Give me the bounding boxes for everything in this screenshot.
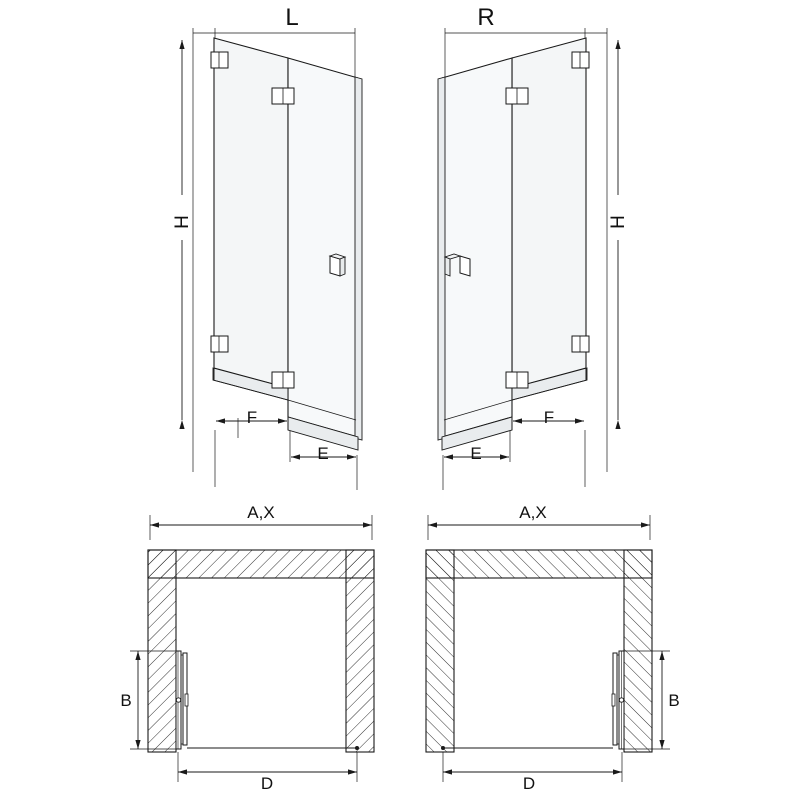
plan-left-walls bbox=[148, 550, 374, 752]
dimension-label-D-left: D bbox=[260, 774, 274, 793]
dimension-AX-right bbox=[428, 503, 650, 540]
elevation-left-view bbox=[172, 4, 362, 490]
dimension-label-E-left: E bbox=[317, 444, 329, 463]
elevation-left-handle bbox=[330, 254, 345, 276]
dimension-D-right bbox=[443, 752, 622, 793]
dimension-D-left bbox=[178, 752, 357, 793]
view-title-right: R bbox=[477, 4, 495, 31]
dimension-F-left bbox=[216, 408, 287, 427]
dimension-label-AX-left: A,X bbox=[247, 503, 275, 522]
dimension-F-right bbox=[513, 408, 584, 427]
dimension-label-F-left: F bbox=[246, 408, 258, 427]
plan-right-door-leaf bbox=[612, 651, 624, 749]
dimension-label-H-left: H bbox=[172, 215, 193, 229]
dimension-label-F-right: F bbox=[543, 408, 555, 427]
plan-right-walls bbox=[426, 550, 652, 752]
dimension-label-D-right: D bbox=[522, 774, 536, 793]
dimension-label-B-left: B bbox=[120, 691, 132, 710]
plan-left-view bbox=[120, 503, 374, 793]
plan-left-door-leaf bbox=[176, 651, 188, 749]
dimension-label-AX-right: A,X bbox=[519, 503, 547, 522]
elevation-right-view bbox=[438, 4, 629, 490]
dimension-H-right bbox=[608, 40, 629, 420]
view-title-left: L bbox=[285, 4, 299, 31]
plan-right-view bbox=[426, 503, 680, 793]
dimension-label-E-right: E bbox=[470, 444, 482, 463]
dimension-label-B-right: B bbox=[668, 691, 680, 710]
dimension-H-left bbox=[172, 40, 193, 420]
dimension-AX-left bbox=[150, 503, 372, 540]
dimension-label-H-right: H bbox=[608, 215, 629, 229]
